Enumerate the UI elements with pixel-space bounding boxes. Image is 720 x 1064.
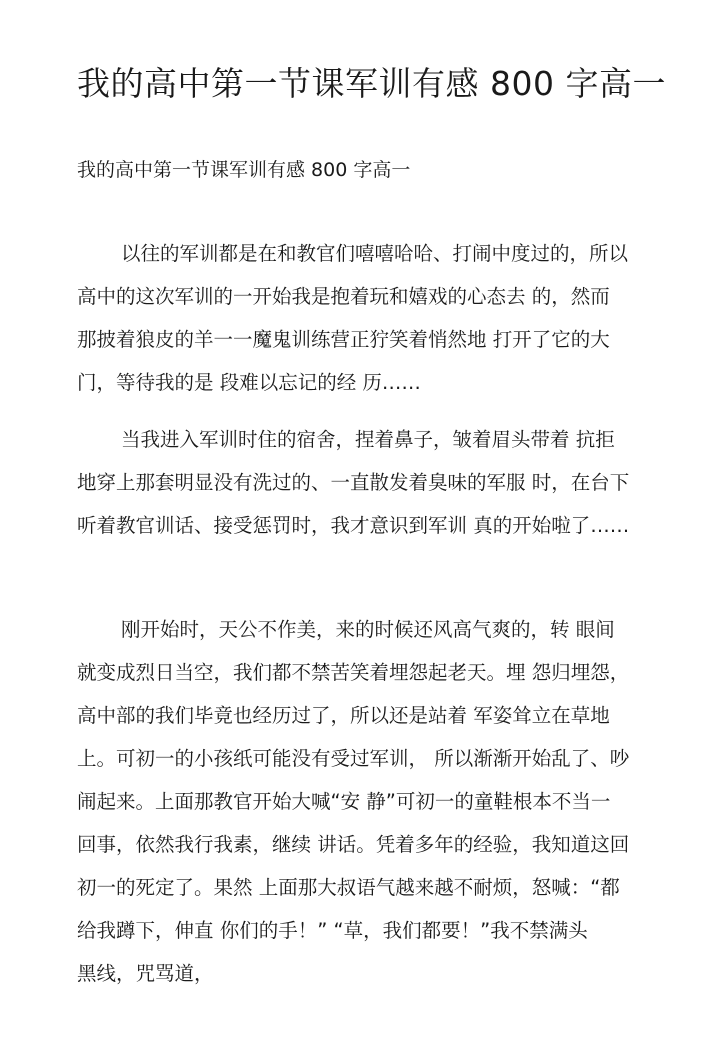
text-line: 地穿上那套明显没有洗过的、一直散发着臭味的军服 时，在台下	[77, 471, 630, 494]
text-line: 黑线，咒骂道，	[77, 962, 214, 985]
text-line: 高中的这次军训的一开始我是抱着玩和嬉戏的心态去 的，然而	[77, 285, 610, 308]
paragraph-2	[77, 418, 657, 547]
text-line: 当我进入军训时住的宿舍，捏着鼻子，皱着眉头带着 抗拒	[121, 428, 615, 451]
text-line: 门，等待我的是 段难以忘记的经 历……	[77, 371, 421, 394]
paragraph-1	[77, 232, 657, 404]
text-line: 上。可初一的小孩纸可能没有受过军训， 所以渐渐开始乱了、吵	[77, 747, 630, 770]
text-line: 就变成烈日当空，我们都不禁苦笑着埋怨起老天。埋 怨归埋怨，	[77, 661, 630, 684]
text-line: 那披着狼皮的羊一一魔鬼训练营正狞笑着悄然地 打开了它的大	[77, 328, 610, 351]
text-line: 以往的军训都是在和教官们嘻嘻哈哈、打闹中度过的，所以	[121, 242, 629, 265]
text-line: 回事，依然我行我素，继续 讲话。凭着多年的经验，我知道这回	[77, 833, 630, 856]
text-line: 闹起来。上面那教官开始大喊“安 静”可初一的童鞋根本不当一	[77, 790, 611, 813]
document-title: 我的高中第一节课军训有感 800 字高一	[77, 64, 666, 103]
text-line: 听着教官训话、接受惩罚时，我才意识到军训 真的开始啦了……	[77, 514, 630, 537]
text-line: 初一的死定了。果然 上面那大叔语气越来越不耐烦，怒喊：“都	[77, 876, 620, 899]
text-line: 高中部的我们毕竟也经历过了，所以还是站着 军姿耸立在草地	[77, 704, 610, 727]
paragraph-3	[77, 608, 657, 995]
document-subtitle: 我的高中第一节课军训有感 800 字高一	[77, 159, 411, 181]
text-line: 刚开始时，天公不作美，来的时候还风高气爽的，转 眼间	[121, 618, 615, 641]
text-line: 给我蹲下，伸直 你们的手！” “草，我们都要！”我不禁满头	[77, 919, 588, 942]
